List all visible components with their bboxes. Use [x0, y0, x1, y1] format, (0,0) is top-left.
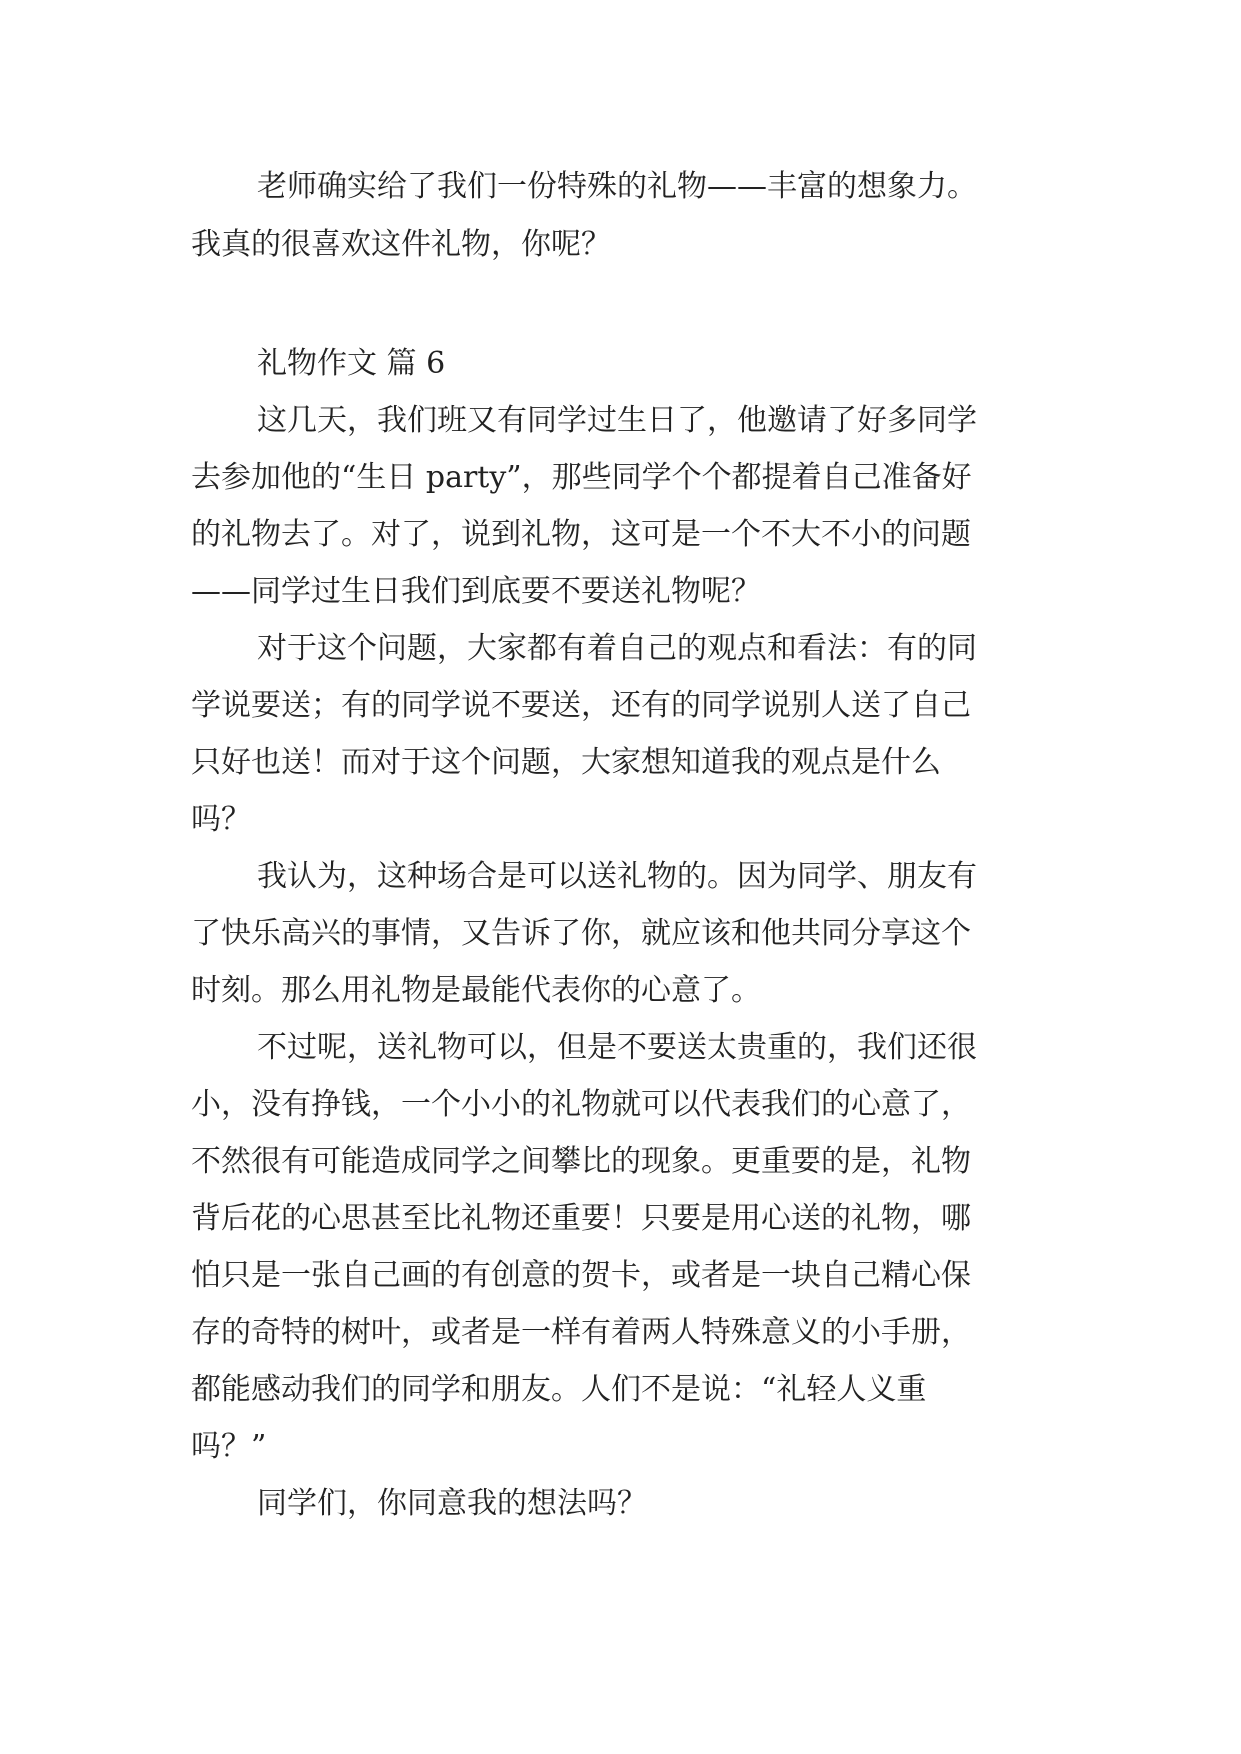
paragraph-line: 我真的很喜欢这件礼物，你呢？: [191, 227, 611, 262]
paragraph-line: 时刻。那么用礼物是最能代表你的心意了。: [191, 973, 761, 1008]
paragraph-line: 老师确实给了我们一份特殊的礼物——丰富的想象力。: [257, 169, 977, 204]
paragraph-line: 都能感动我们的同学和朋友。人们不是说：“礼轻人义重: [191, 1372, 927, 1407]
paragraph-line: 小，没有挣钱，一个小小的礼物就可以代表我们的心意了，: [191, 1087, 971, 1122]
paragraph-line: 对于这个问题，大家都有着自己的观点和看法：有的同: [257, 631, 977, 666]
paragraph-line: ——同学过生日我们到底要不要送礼物呢？: [191, 574, 761, 609]
paragraph-line: 只好也送！而对于这个问题，大家想知道我的观点是什么: [191, 745, 941, 780]
paragraph-line: 不然很有可能造成同学之间攀比的现象。更重要的是，礼物: [191, 1144, 971, 1179]
paragraph-line: 的礼物去了。对了，说到礼物，这可是一个不大不小的问题: [191, 517, 971, 552]
section-heading: 礼物作文 篇 6: [257, 346, 446, 381]
paragraph-line: 我认为，这种场合是可以送礼物的。因为同学、朋友有: [257, 859, 977, 894]
paragraph-line: 这几天，我们班又有同学过生日了，他邀请了好多同学: [257, 403, 977, 438]
paragraph-line: 怕只是一张自己画的有创意的贺卡，或者是一块自己精心保: [191, 1258, 971, 1293]
paragraph-line: 吗？: [191, 802, 251, 837]
paragraph-line: 了快乐高兴的事情，又告诉了你，就应该和他共同分享这个: [191, 916, 971, 951]
paragraph-line: 去参加他的“生日 party”，那些同学个个都提着自己准备好: [191, 460, 972, 495]
paragraph-line: 吗？”: [191, 1429, 267, 1464]
paragraph-line: 不过呢，送礼物可以，但是不要送太贵重的，我们还很: [257, 1030, 977, 1065]
paragraph-line: 背后花的心思甚至比礼物还重要！只要是用心送的礼物，哪: [191, 1201, 971, 1236]
paragraph-line: 学说要送；有的同学说不要送，还有的同学说别人送了自己: [191, 688, 971, 723]
paragraph-line: 存的奇特的树叶，或者是一样有着两人特殊意义的小手册，: [191, 1315, 971, 1350]
paragraph-line: 同学们，你同意我的想法吗？: [257, 1486, 647, 1521]
